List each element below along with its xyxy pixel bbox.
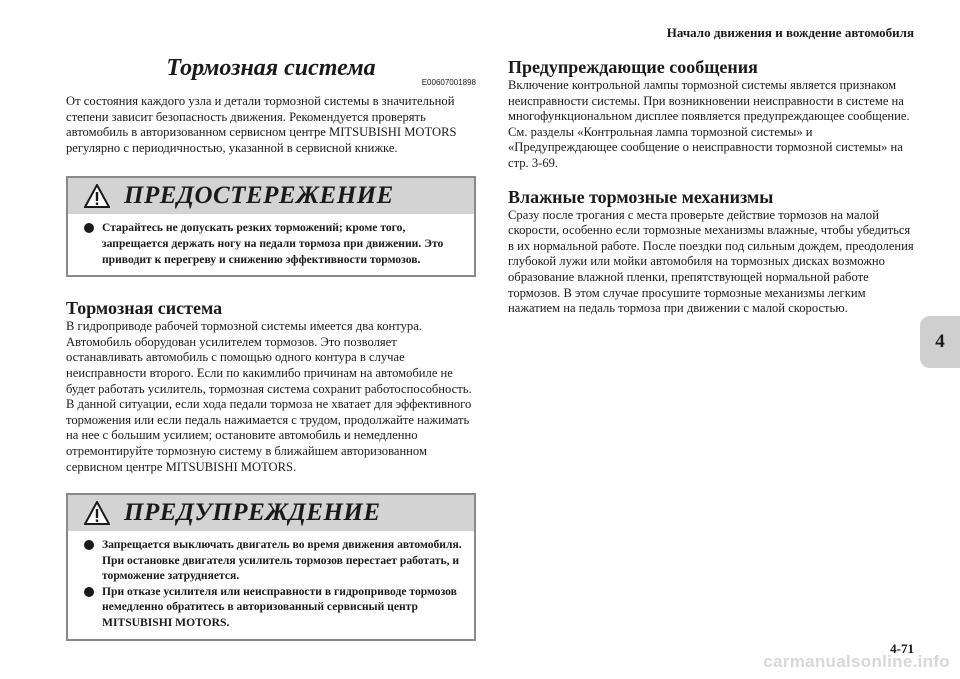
- warning-item: [84, 584, 464, 631]
- caution-body: [68, 214, 474, 275]
- bullet-icon: [84, 540, 94, 550]
- warning-item: [84, 537, 464, 584]
- warning-triangle-icon: [84, 184, 110, 208]
- caution-title: ПРЕДОСТЕРЕЖЕНИЕ: [124, 182, 394, 210]
- section-heading-brake-system: Тормозная система: [66, 298, 223, 319]
- section-heading-warning-messages: Предупреждающие сообщения: [508, 57, 758, 77]
- warning-body: [68, 531, 474, 639]
- brake-system-paragraph: В гидроприводе рабочей тормозной системы имеется два контура. Автомобиль оборудован усилителем тормозов. Это позволяет останавливать автомобиль с помощью одного контура в случае неисправности второго. Если по какимлибо причинам на автомобиле не будет работать усилитель, тормозная система сохранит работоспособность. В данной ситуации, если хода педали тормоза не хватает для эффективного торможения или если педаль нажимается с трудом, продолжайте нажимать на нее с большим усилием; остановите автомобиль и немедленно отремонтируйте тормозную систему в ближайшем авторизованном сервисном центре MITSUBISHI MOTORS.: [66, 319, 472, 474]
- chapter-tab-label: 4: [935, 331, 945, 352]
- warning-title: ПРЕДУПРЕЖДЕНИЕ: [124, 499, 381, 527]
- watermark: carmanualsonline.info: [763, 652, 950, 671]
- caution-item: [84, 220, 464, 267]
- caution-box: [66, 176, 476, 277]
- intro-paragraph: От состояния каждого узла и детали тормозной системы в значительной степени зависит безопасность движения. Рекомендуется проверять автомобиль в авторизованном сервисном центре MITSUBISHI MOTORS регулярно с периодичностью, указанной в сервисной книжке.: [66, 94, 457, 155]
- running-header: Начало движения и вождение автомобиля: [666, 25, 914, 40]
- chapter-tab[interactable]: [920, 316, 960, 368]
- bullet-icon: [84, 223, 94, 233]
- caution-header: [68, 178, 474, 214]
- bullet-icon: [84, 587, 94, 597]
- warning-triangle-icon: [84, 501, 110, 525]
- document-code: E00607001898: [421, 78, 476, 87]
- warning-text: Запрещается выключать двигатель во время движения автомобиля. При остановке двигателя усилитель тормозов перестает работать, и торможение затрудняется.: [102, 538, 462, 583]
- warning-messages-paragraph: Включение контрольной лампы тормозной системы является признаком неисправности системы. При возникновении неисправности в системе на многофункциональном дисплее появляется предупреждающее сообщение. См. разделы «Контрольная лампа тормозной системы» и «Предупреждающее сообщение о неисправности тормозной системы» на стр. 3-69.: [508, 78, 910, 170]
- section-heading-wet-brakes: Влажные тормозные механизмы: [508, 186, 774, 207]
- wet-brakes-paragraph: Сразу после трогания с места проверьте действие тормозов на малой скорости, особенно если тормозные механизмы влажные, чтобы убедиться в их нормальной работе. После поездки под сильным дождем, преодоления глубокой лужи или мойки автомобиля на тормозных дисках возможно образование влажной пленки, препятствующей нормальной работе тормозов. В этом случае просушите тормозные механизмы легким нажатием на педаль тормоза при движении с малой скоростью.: [508, 207, 914, 316]
- caution-text: Старайтесь не допускать резких торможений; кроме того, запрещается держать ногу на педали тормоза при движении. Это приводит к перегреву и снижению эффективности тормозов.: [102, 221, 444, 266]
- warning-box: [66, 493, 476, 641]
- warning-text: При отказе усилителя или неисправности в гидроприводе тормозов немедленно обратитесь в авторизованный сервисный центр MITSUBISHI MOTORS.: [102, 584, 457, 630]
- right-column: [508, 52, 918, 317]
- warning-header: [68, 495, 474, 531]
- left-column: [66, 52, 476, 641]
- page-number: 4-71: [890, 641, 914, 656]
- page-title: Тормозная система: [166, 55, 376, 81]
